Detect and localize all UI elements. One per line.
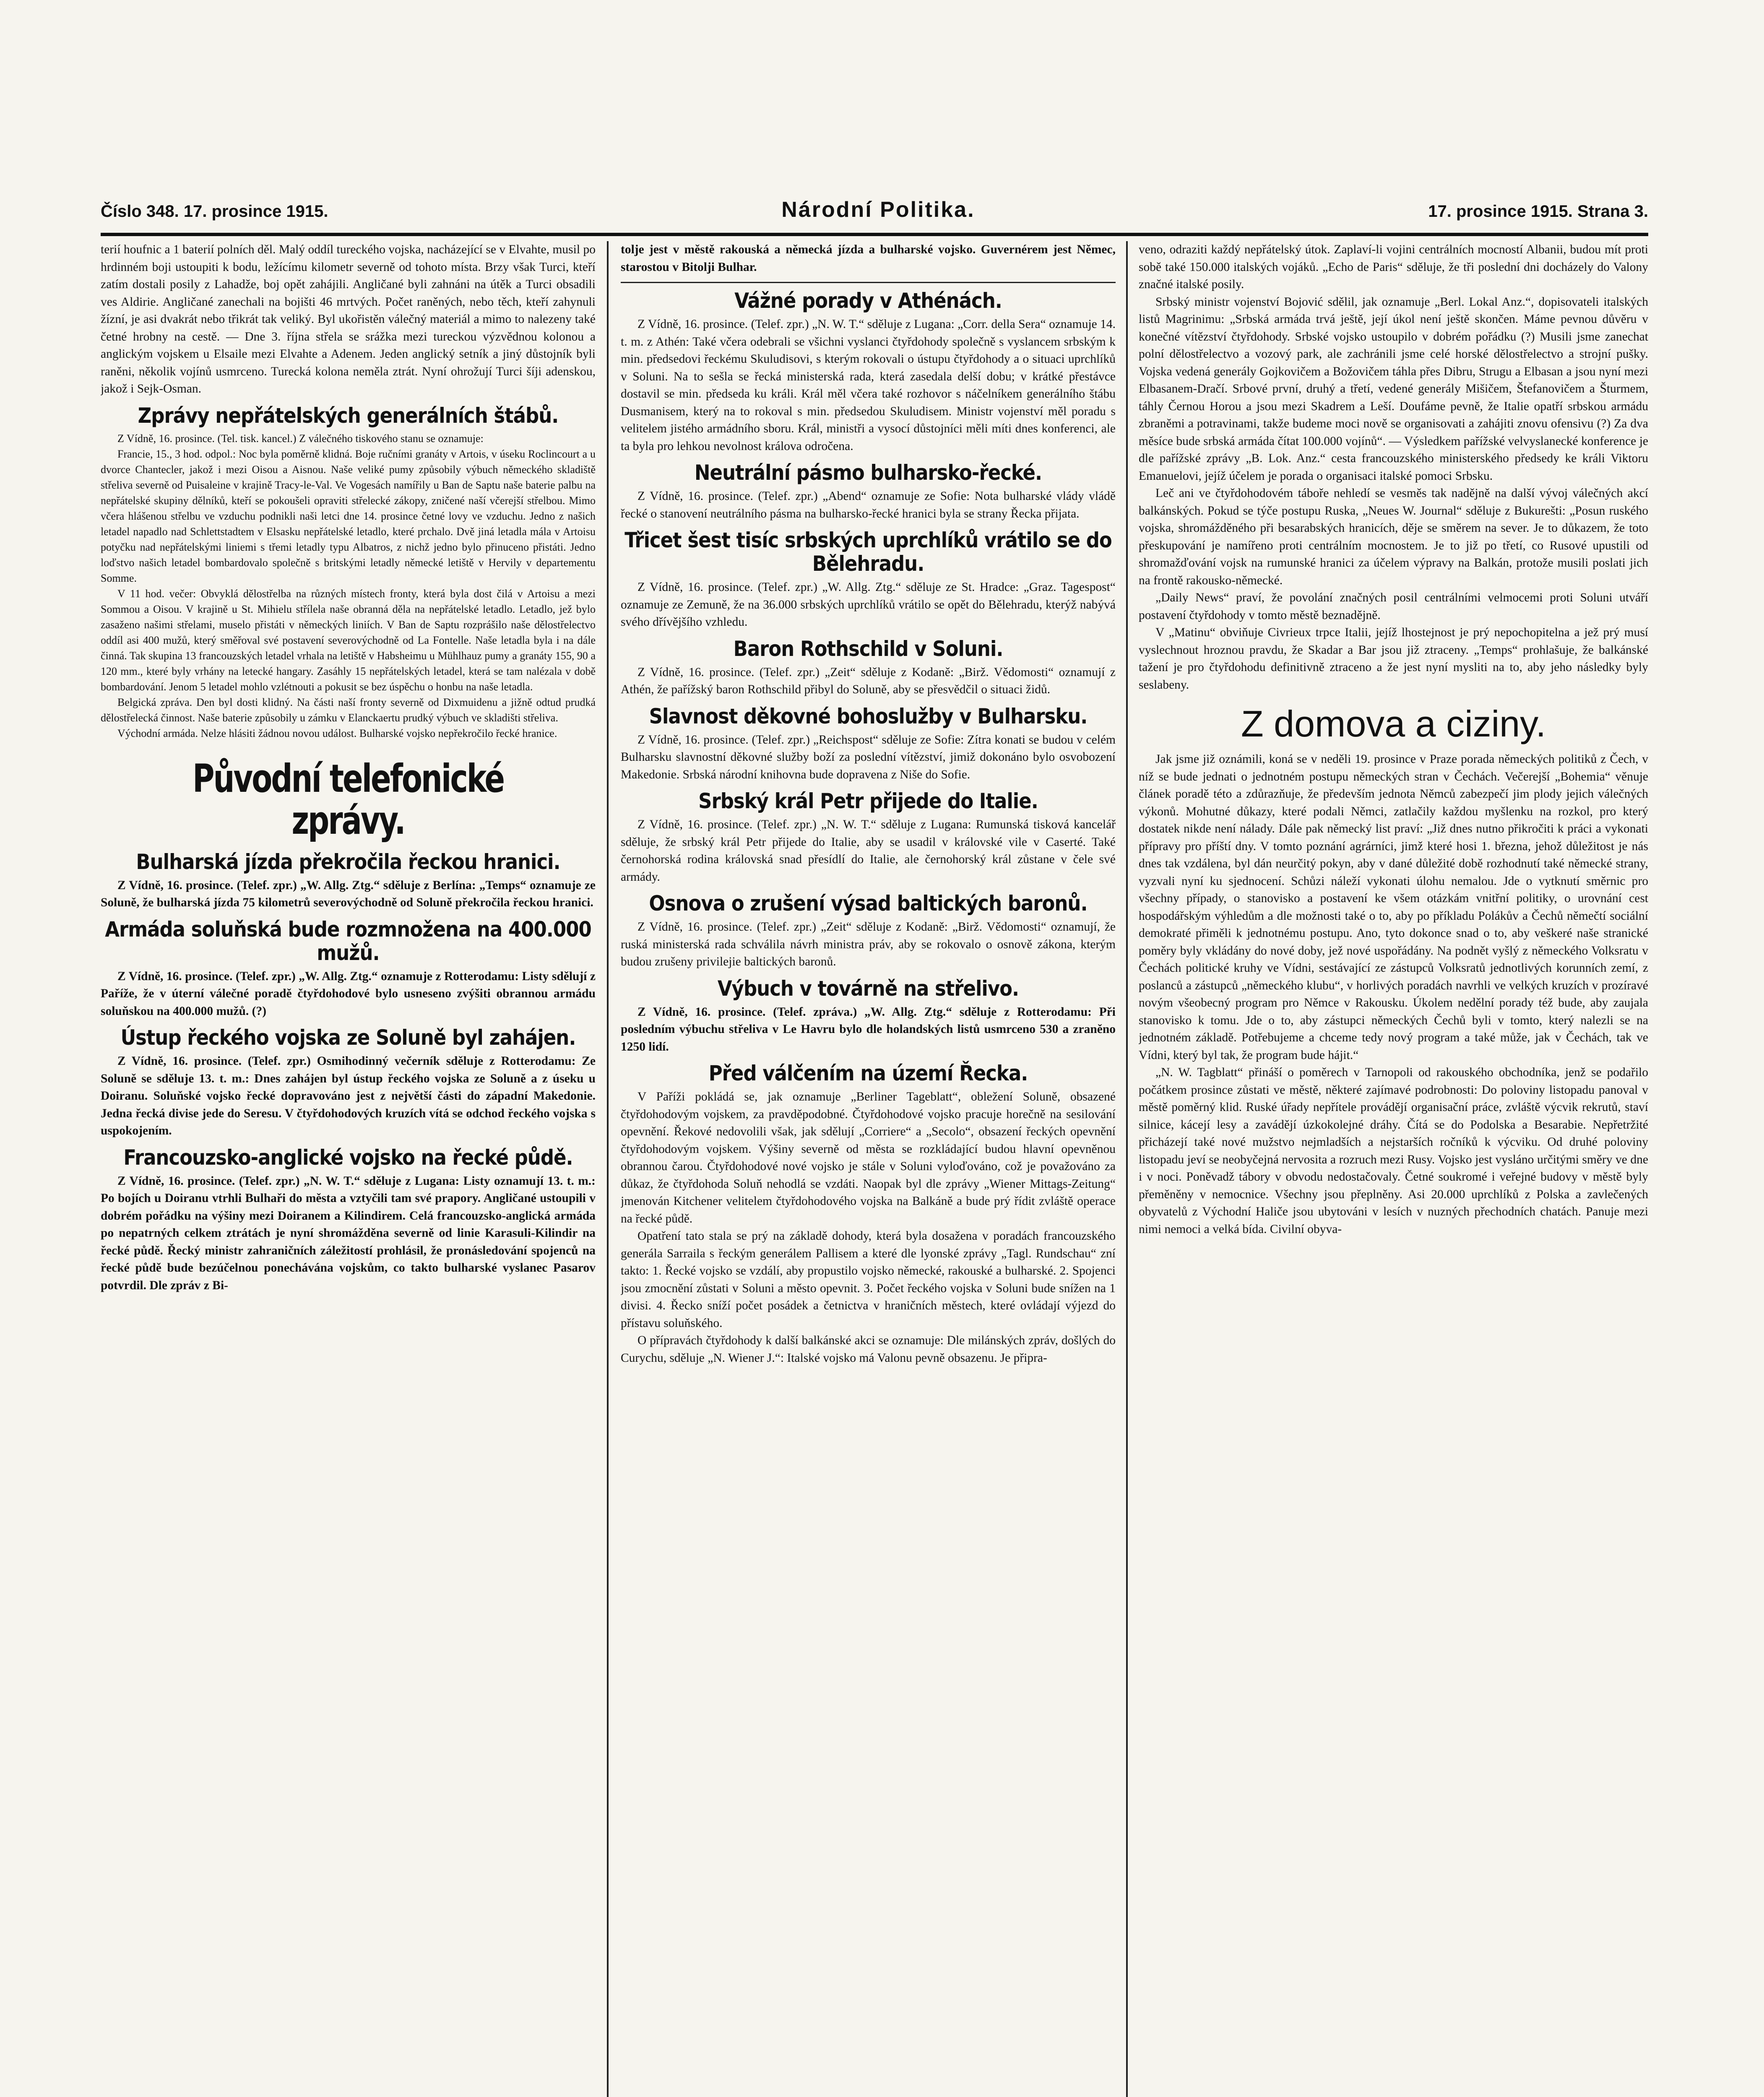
- article-paragraph: V „Matinu“ obviňuje Civrieux trpce Italii, jejíž lhostejnost je prý nepochopitelna a jež prý musí vyslechnout hroznou pravdu, že Skadar a Bar jsou již ztraceny. „Temps“ prohlašuje, že balkánské tažení je pro čtyřdohodu definitivně ztraceno a že jest nyní mysliti na to, aby jeho následky byly seslabeny.: [1139, 626, 1648, 692]
- column-3: [1139, 241, 1648, 2097]
- article-paragraph: V Paříži pokládá se, jak oznamuje „Berliner Tageblatt“, obležení Soluně, obsazené čtyřdohodovým vojskem, za pravděpodobné. Čtyřdohodové vojsko pracuje horečně na sesilování opevnění. Řekové nedovolili však, jak sdělují „Corriere“ a „Secolo“, obsazení řeckých opevnění čtyřdohodovým vojskem. Výšiny severně od města se rozkládající budou hlavní opevněnou obrannou čarou. Čtyřdohodové nové vojsko je stále v Soluni vyloďováno, což je považováno za důkaz, že čtyřdohoda Soluň nehodlá se vzdáti. Naopak byl dle zprávy „Wiener Mittags-Zeitung“ jmenován Kitchener velitelem čtyřdohodového vojska na Balkáně a bude prý řídit zvláště operace na řecké půdě.: [621, 1090, 1116, 1225]
- headline-before-war-greece: Před válčením na území Řecka.: [708, 1061, 1028, 1085]
- article-paragraph: Z Vídně, 16. prosince. (Tel. tisk. kancel.) Z válečného tiskového stanu se oznamuje:: [117, 432, 484, 445]
- article-paragraph: Leč ani ve čtyřdohodovém táboře nehledí se vesměs tak nadějně na další vývoj válečných akcí balkánských. Pokud se týče postupu Ruska, „Neues W. Journal“ sděluje z Bukurešti: „Posun ruského vojska, shromážděného při besarabských hranicích, děje se směrem na sever. Je to důkazem, že toto přeskupování je namířeno proti centrálním mocnostem. Je to již po třetí, co Rusové upustili od shromažďování vojsk na rumunské hranici za účelem výpravy na Balkán, protože musili poslati jich na frontě rakousko-německé.: [1139, 487, 1648, 587]
- article-paragraph: Z Vídně, 16. prosince. (Telef. zpr.) „N. W. T.“ sděluje z Lugana: „Corr. della Sera“ oznamuje 14. t. m. z Athén: Také včera odebrali se všichni vyslanci čtyřdohody společně s vyslancem srbským k min. předsedovi řeckému Skuludisovi, s kterým rokovali o ústupu čtyřdohody a o situaci uprchlíků v Soluni. Na to sešla se řecká ministerská rada, která zasedala delší dobu; v krátké přestávce dostavil se min. předseda ku králi. Král měl včera také rozhovor s náčelníkem generálního štábu Dusmanisem, který na to rokoval s min. předsedou Skuludisem. Ministr vojenství měl poradu s velitelem jistého armádního sboru. Král, ministři a vysocí důstojníci měli míti dnes konferenci, ale ta byla pro lehkou nevolnost králova odročena.: [621, 317, 1116, 453]
- article-paragraph: Z Vídně, 16. prosince. (Telef. zpr.) Osmihodinný večerník sděluje z Rotterodamu: Ze Soluně se sděluje 13. t. m.: Dnes zahájen byl ústup řeckého vojska ze Soluně a z úseku u Doiranu. Soluňské vojsko řecké dopravováno jest z největší části do západní Makedonie. Jedna řecká divise jede do Seresu. V čtyřdohodových kruzích vítá se odchod řeckého vojska s uspokojením.: [101, 1054, 596, 1137]
- page-number-date: 17. prosince 1915. Strana 3.: [1428, 202, 1648, 221]
- article-paragraph: Z Vídně, 16. prosince. (Telef. zpr.) „Abend“ oznamuje ze Sofie: Nota bulharské vlády vládě řecké o stanovení neutrálního pásma na bulharsko-řecké hranici byla se strany Řecka přijata.: [621, 489, 1116, 520]
- section-title-telephone-reports: Původní telefonické zprávy.: [193, 756, 504, 843]
- article-paragraph: Opatření tato stala se prý na základě dohody, která byla dosažena v poradách francouzského generála Sarraila s řeckým generálem Pallisem a které dle lyonské zprávy „Tagl. Rundschau“ zní takto: 1. Řecké vojsko se vzdálí, aby propustilo vojsko německé, rakouské a bulharské. 2. Spojenci jsou zmocnění zůstati v Soluni a město opevnit. 3. Počet řeckého vojska v Soluni bude snížen na 1 divisi. 4. Řecko sníží počet posádek a četnictva v hraničních městech, které ovládají výjezd do přístavu soluňského.: [621, 1229, 1116, 1330]
- article-paragraph: Belgická zpráva. Den byl dosti klidný. Na části naší fronty severně od Dixmuidenu a jižně odtud prudká dělostřelecká činnost. Naše baterie způsobily u zámku v Elanckaertu prudký výbuch ve skladišti střeliva.: [101, 696, 596, 724]
- masthead-rule: [101, 233, 1648, 236]
- article-paragraph: Východní armáda. Nelze hlásiti žádnou novou událost. Bulharské vojsko nepřekročilo řecké hranice.: [117, 727, 557, 739]
- article-paragraph: Jak jsme již oznámili, koná se v neděli 19. prosince v Praze porada německých politiků z Čech, v níž se bude jednati o jednotném postupu německých stran v Čechách. Večerejší „Bohemia“ věnuje článek poradě této a zdůrazňuje, že především jednota Němců zabezpečí jim plody jejich válečných výkonů. Mohutné důkazy, které podali Němci, zatlačily každou myšlenku na rozkol, pro který dostatek nikde není nálady. Dále pak německý list praví: „Již dnes nutno přikročiti k práci a vykonati přípravy pro příští dny. V tomto poznání agrárníci, jimž které hosi 1. března, jehož důležitost je nás dnes tak vzdálena, byl dán neurčitý pokyn, aby v dané důležité době rozhodnutí také německé strany, vyzvali nyní ku sjednocení. Schůzi náleží vykonati úlohu nemalou. Jde o vytknutí směrnic pro všechny případy, o stanovisko a postavení ke všem otázkám vnitřní politiky, o urovnání cest hospodářským výhledům a dle možnosti také o to, aby po příkladu Polákův a Čechů němečtí sociální demokraté přiměli k jednotnému postupu. Ano, tyto dokonce snad o to, aby veškeré naše stranické poměry byly vkládány do nové doby, jež nové uspořádány. Na podnět vyšlý z německého Volksratu v Čechách politické kruhy ve Vídni, sestávající ze zástupců Volksratů jednotlivých korunních zemí, z poslanců a zástupců „německého klubu“, v horlivých poradách navrhli ve velkých kruzích v prozíravé novým všeobecný program pro Němce v Rakousku. Úkolem nedělní porady též bude, aby zaujala stanovisko k tomu. Jde o to, aby zástupci německých Čechů byli v tomto, který nalezli se na jednotném základě. Potřebujeme a chceme tedy nový program a také může, jak v Čechách, tak ve Vídni, který byl tak, že program bude hájit.“: [1139, 752, 1648, 1062]
- article-continuation: veno, odraziti každý nepřátelský útok. Zaplaví-li vojini centrálních mocností Albanii, budou mít proti sobě také 150.000 italských vojáků. „Echo de Paris“ sděluje, že tři poslední dni docházely do Valony značné italské posily.: [1139, 243, 1648, 291]
- issue-number-date: Číslo 348. 17. prosince 1915.: [101, 202, 328, 221]
- article-paragraph: Z Vídně, 16. prosince. (Telef. zpr.) „W. Allg. Ztg.“ oznamuje z Rotterodamu: Listy sdělují z Paříže, že v úterní válečné poradě čtyřdohodové bylo usneseno zvýšiti obrannou armádu soluňskou na 400.000 mužů. (?): [101, 969, 596, 1018]
- article-paragraph: „N. W. Tagblatt“ přináší o poměrech v Tarnopoli od rakouského obchodníka, jenž se podařilo počátkem prosince zůstati ve městě, některé zajímavé podrobnosti: Do poloviny listopadu panoval v městě poměrný klid. Ruské úřady nepřítele provádějí organisační práce, zvláště výcvik rekrutů, staví silnice, kácejí lesy a zavádějí úzkokolejné dráhy. Čítá se do Podolska a Besarabie. Nepřetržité přicházejí také nové mužstvo nejmladších a nejstarších ročníků k výcviku. Od druhé poloviny listopadu jeví se neobyčejná nervosita a rozruch mezi Rusy. Vojsko jest vysláno určitými směry ve dne i v noci. Poněvadž tábory v obvodu nedostačovaly. Četné soukromé i veřejné budovy v městě byly přeměněny v nemocnice. Všechny jsou přeplněny. Asi 20.000 uprchlíků z Polska a zavlečených obyvatelů z Východní Haliče jsou ubytováni v lesích v nuzných přechodních chatách. Panuje mezi nimi nemoci a velká bída. Civilní obyva-: [1139, 1066, 1648, 1236]
- headline-thanksgiving-service: Slavnost děkovné bohoslužby v Bulharsku.: [649, 704, 1088, 728]
- masthead: [101, 197, 1648, 231]
- headline-baltic-barons: Osnova o zrušení výsad baltických baronů.: [649, 891, 1088, 916]
- article-paragraph: Z Vídně, 16. prosince. (Telef. zpr.) „Reichspost“ sděluje ze Sofie: Zítra konati se budou v celém Bulharsku slavnostní děkovné služby boží za poslední vítězství, jimiž dokonáno bylo osvobození Makedonie. Srbská národní knihovna bude dopravena z Niše do Sofie.: [621, 733, 1116, 781]
- headline-neutral-zone: Neutrální pásmo bulharsko-řecké.: [694, 461, 1042, 485]
- column-2: [621, 241, 1116, 2097]
- headline-serbian-refugees: Třicet šest tisíc srbských uprchlíků vrátilo se do Bělehradu.: [624, 528, 1112, 576]
- article-paragraph: O přípravách čtyřdohody k další balkánské akci se oznamuje: Dle milánských zpráv, došlých do Curychu, sděluje „N. Wiener J.“: Italské vojsko má Valonu pevně obsazenu. Je připra-: [621, 1334, 1116, 1365]
- article-paragraph: „Daily News“ praví, že povolání značných posil centrálními velmocemi proti Soluni utváří postavení čtyřdohody v tomto městě beznadějně.: [1139, 591, 1648, 622]
- article-rule: [621, 282, 1116, 283]
- article-paragraph: Z Vídně, 16. prosince. (Telef. zpr.) „N. W. T.“ sděluje z Lugana: Listy oznamují 13. t. m.: Po bojích u Doiranu vtrhli Bulhaři do města a vztyčili tam své prapory. Angličané ustoupili v dobrém pořádku na výšiny mezi Doiranem a Kilindirem. Celá francouzsko-anglická armáda po nepatrných celkem ztrátách je nyní shromážděna severně od linie Karasuli-Kilindir na řecké půdě. Řecký ministr zahraničních záležitostí prohlásil, že pronásledování spojenců na řecké půdě bude bezúčelnou ponechávána vojskům, co takto bulharské vyslanec Pasarov potvrdil. Dle zpráv z Bi-: [101, 1174, 596, 1292]
- article-continuation: terií houfnic a 1 baterií polních děl. Malý oddíl tureckého vojska, nacházející se v Elvahte, musil po hrdinném boji ustoupiti k bodu, ležícímu kilometr severně od tohoto místa. Brzy však Turci, kteří zatím dostali posily z Lahadže, boj opět zahájili. Angličané byli zahnáni na útěk a Turci obsadili ves Aldirie. Angličané zanechali na bojišti 46 mrtvých. Počet raněných, nebo těch, kteří zahynuli žízní, je asi dvakrát nebo třikrát tak veliký. Byl ukořistěn válečný materiál a mimo to nalezeny také četné hrobny na cestě. — Dne 3. října střela se srážka mezi tureckou výzvědnou kolonou a anglickým vojskem u Elsaile mezi Elvahte a Adenem. Jeden anglický setník a jiný důstojník byli raněni, několik vojínů usmrceno. Turecká kolona neměla ztrát. Nyní ohrožují Turci šíji adenskou, jakož i Sejk-Osman.: [101, 243, 596, 395]
- article-paragraph: Z Vídně, 16. prosince. (Telef. zpr.) „N. W. T.“ sděluje z Lugana: Rumunská tisková kancelář sděluje, že srbský král Petr přijede do Italie, aby se usadil v královské vile v Caserté. Také černohorská rodina královská snad přesídlí do Italie, ale černohorský král zůstane v čele své armády.: [621, 818, 1116, 884]
- article-paragraph: Srbský ministr vojenství Bojović sdělil, jak oznamuje „Berl. Lokal Anz.“, dopisovateli italských listů Magrinimu: „Srbská armáda trvá ještě, její úkol není ještě skončen. Máme pevnou důvěru v konečné vítězství čtyřdohody. Srbské vojsko ustoupilo v dobrém pořádku (?) Musili jsme zanechat polní dělostřelectvo a vozový park, ale zachránili jsme celé horské dělostřelectvo a strojní pušky. Vojska vedená generály Gojkovičem a Božovičem táhla přes Dibru, Strugu a Elbasan a jsou nyní mezi Elbasanem-Dračí. Srbové první, druhý a třetí, vedené generály Mišičem, Štefanovičem a Šturmem, táhly Černou Horou a jsou mezi Skadrem a Leší. Doufáme pevně, že Italie opatří srbskou armádu zbraněmi a potravinami, takže budeme moci nově se organisovati a zahájiti znovu ofensivu (?) Za dva měsíce bude srbská armáda čítat 100.000 vojínů“. — Výsledkem pařížské velvyslanecké konference je dle pařížské zprávy „B. Lok. Anz.“ cesta francouzského ministerského předsedy ke králi Viktoru Emanuelovi, jejíž účelem je porada o organisaci italské pomoci Srbsku.: [1139, 295, 1648, 483]
- headline-enemy-staff-reports: Zprávy nepřátelských generálních štábů.: [138, 403, 559, 428]
- article-paragraph: Z Vídně, 16. prosince. (Telef. zpr.) „Zeit“ sděluje z Kodaně: „Birž. Vědomosti“ oznamují, že ruská ministerská rada schválila návrh ministra práv, aby se rokovalo o osnově zákona, kterým budou zrušeny privilejie baltických baronů.: [621, 920, 1116, 968]
- article-paragraph: Francie, 15., 3 hod. odpol.: Noc byla poměrně klidná. Boje ručními granáty v Artois, v úseku Roclincourt a u dvorce Chantecler, jakož i mezi Oisou a Aisnou. Naše veliké pumy způsobily výbuch německého skladiště střeliva severně od Puisaleine v krajině Tracy-le-Val. Ve Vogesách namířily u Ban de Saptu naše baterie palbu na nepřátelské skupiny dělníků, kteří se pokoušeli opraviti střelecké zákopy, zničené naší včerejší střelbou. Mimo včera hlášenou střelbu ve vzduchu podnikli naši letci dne 14. prosince četné lovy ve vzduchu. Jedno z našich letadel napadlo nad Schlettstadtem v Elsasku nepřátelské letadlo, které prchalo. Dvě jiná letadla mála v Artoisu potyčku nad nepřátelskými liniemi s třemi letadly typu Albatros, z nichž jedno bylo přinuceno přistáti. Jedno loďstvo našich letadel bombardovalo společně s britskými letadly německé letiště v Hervily v departementu Somme.: [101, 447, 596, 584]
- article-paragraph: V 11 hod. večer: Obvyklá dělostřelba na různých místech fronty, která byla dost čilá v Artoisu a mezi Sommou a Oisou. V krajině u St. Mihielu střílela naše obranná děla na nepřátelské letadlo. Letadlo, jež bylo zasaženo našimi střelami, muselo přistáti v německých liniích. V Ban de Saptu rozprášilo naše dělostřelectvo oddíl asi 400 mužů, který směřoval své postavení severovýchodně od La Fontelle. Naše letadla byla i na dále činná. Tak skupina 13 francouzských letadel vrhala na letiště v Habsheimu u Mühlhauz pumy a granáty 155, 90 a 120 mm., které byly vrhány na letecké hangary. Zasáhly 15 nepřátelských letadel, která se tam nalézala v době bombardování. Jenom 5 letadel mohlo vzlétnouti a pokusit se bez úspěchu o honbu na naše letadla.: [101, 587, 596, 693]
- column-divider: [1126, 241, 1128, 2097]
- column-1: [101, 241, 596, 2097]
- headline-baron-rothschild: Baron Rothschild v Soluni.: [733, 636, 1003, 661]
- headline-greek-retreat: Ústup řeckého vojska ze Soluně byl zahájen.: [120, 1025, 576, 1050]
- article-paragraph: Z Vídně, 16. prosince. (Telef. zpr.) „W. Allg. Ztg.“ sděluje z Berlína: „Temps“ oznamuje ze Soluně, že bulharská jízda 75 kilometrů severovýchodně od Soluně překročila řeckou hranici.: [101, 878, 596, 909]
- article-paragraph: Z Vídně, 16. prosince. (Telef. zpr.) „Zeit“ sděluje z Kodaně: „Birž. Vědomosti“ oznamují z Athén, že pařížský baron Rothschild přibyl do Soluně, aby se přesvědčil o situaci židů.: [621, 665, 1116, 696]
- headline-munitions-explosion: Výbuch v továrně na střelivo.: [717, 976, 1019, 1001]
- headline-king-peter: Srbský král Petr přijede do Italie.: [698, 789, 1038, 813]
- article-paragraph: Z Vídně, 16. prosince. (Telef. zpráva.) „W. Allg. Ztg.“ sděluje z Rotterodamu: Při posledním výbuchu střeliva v Le Havru bylo dle holandských listů usmrceno 530 a zraněno 1250 lidí.: [621, 1005, 1116, 1054]
- headline-salonika-army: Armáda soluňská bude rozmnožena na 400.000 mužů.: [105, 917, 591, 965]
- article-paragraph: Z Vídně, 16. prosince. (Telef. zpr.) „W. Allg. Ztg.“ sděluje ze St. Hradce: „Graz. Tagespost“ oznamuje ze Zemuně, že na 36.000 srbských uprchlíků vrátilo se opět do Bělehradu, kterýž nabývá svého dřívějšího vzhledu.: [621, 580, 1116, 629]
- section-title-home-and-abroad: Z domova a ciziny.: [1241, 703, 1546, 744]
- headline-franco-british-troops: Francouzsko-anglické vojsko na řecké půdě.: [123, 1145, 573, 1170]
- headline-athens-talks: Vážné porady v Athénách.: [734, 289, 1002, 313]
- column-divider: [607, 241, 609, 2097]
- headline-cavalry-crossed-border: Bulharská jízda překročila řeckou hranici.: [136, 849, 560, 874]
- article-continuation: tolje jest v městě rakouská a německá jízda a bulharské vojsko. Guvernérem jest Němec, starostou v Bitolji Bulhar.: [621, 243, 1116, 274]
- newspaper-title: Národní Politika.: [781, 198, 975, 222]
